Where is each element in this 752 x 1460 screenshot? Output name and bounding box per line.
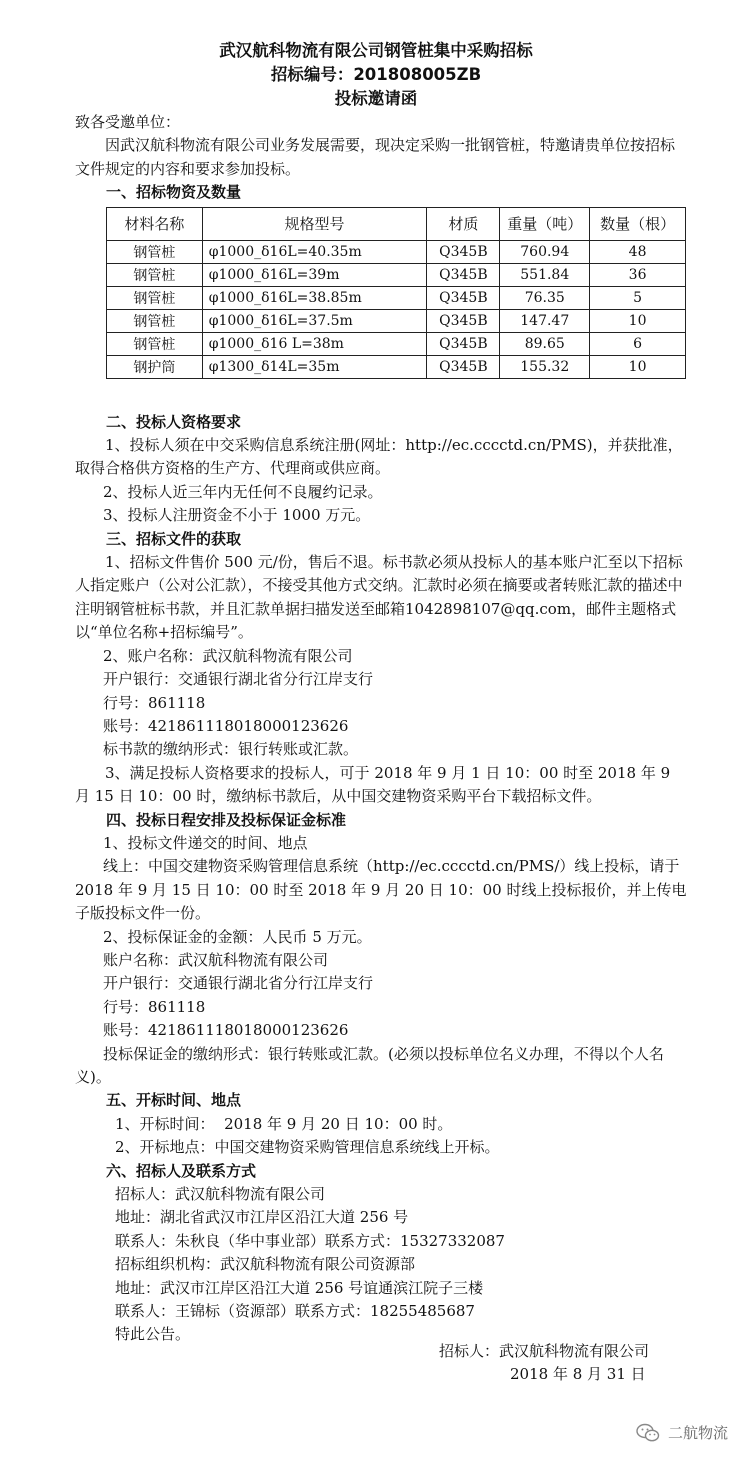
table-header: 数量（根） bbox=[590, 207, 686, 240]
intro-paragraph: 因武汉航科物流有限公司业务发展需要，现决定采购一批钢管桩，特邀请贵单位按招标文件规定的内容和要求参加投标。 bbox=[75, 136, 676, 178]
greeting: 致各受邀单位： bbox=[75, 113, 181, 131]
grade: Q345B bbox=[427, 263, 500, 286]
table-row bbox=[107, 240, 686, 263]
s4-account-name: 账户名称：武汉航科物流有限公司 bbox=[103, 950, 329, 969]
section-3-heading: 三、招标文件的获取 bbox=[106, 529, 242, 548]
wechat-icon bbox=[636, 1423, 660, 1443]
material-name: 钢管桩 bbox=[107, 240, 203, 263]
watermark-text: 二航物流 bbox=[667, 1424, 728, 1442]
s3-bank-code: 行号：861118 bbox=[103, 693, 206, 712]
material-name: 钢管桩 bbox=[107, 263, 203, 286]
materials-table-wrap bbox=[106, 207, 686, 379]
quantity: 10 bbox=[590, 309, 686, 332]
table-header: 重量（吨） bbox=[500, 207, 590, 240]
quantity: 10 bbox=[590, 355, 686, 378]
grade: Q345B bbox=[427, 355, 500, 378]
signature-tenderer: 招标人：武汉航科物流有限公司 bbox=[439, 1342, 650, 1360]
section-6-heading: 六、招标人及联系方式 bbox=[106, 1161, 257, 1180]
spec: φ1000_δ16 L=38m bbox=[202, 332, 427, 355]
material-name: 钢护筒 bbox=[107, 355, 203, 378]
section-spacer bbox=[0, 379, 752, 411]
s5-open-time: 1、开标时间： 2018 年 9 月 20 日 10：00 时。 bbox=[115, 1114, 453, 1133]
tender-number: 招标编号：201808005ZB bbox=[270, 65, 482, 84]
table-header-row bbox=[107, 207, 686, 240]
section-2-heading: 二、投标人资格要求 bbox=[106, 412, 242, 431]
grade: Q345B bbox=[427, 309, 500, 332]
spec: φ1000_δ16L=37.5m bbox=[202, 309, 427, 332]
materials-table bbox=[106, 207, 686, 379]
quantity: 5 bbox=[590, 286, 686, 309]
spec: φ1000_δ16L=39m bbox=[202, 263, 427, 286]
s4-line-1: 1、投标文件递交的时间、地点 bbox=[103, 833, 308, 852]
s3-account-name: 2、账户名称：武汉航科物流有限公司 bbox=[103, 646, 353, 665]
material-name: 钢管桩 bbox=[107, 309, 203, 332]
table-row bbox=[107, 263, 686, 286]
s4-paragraph-2: 投标保证金的缴纳形式：银行转账或汇款。(必须以投标单位名义办理，不得以个人名义)。 bbox=[75, 1044, 664, 1086]
signature-date: 2018 年 8 月 31 日 bbox=[510, 1365, 646, 1383]
doc-title: 武汉航科物流有限公司钢管桩集中采购招标 bbox=[219, 41, 533, 60]
grade: Q345B bbox=[427, 286, 500, 309]
s2-paragraph-1: 1、投标人须在中交采购信息系统注册(网址：http://ec.cccctd.cn/PMS)，并获批准，取得合格供方资格的生产方、代理商或供应商。 bbox=[75, 436, 683, 478]
s4-paragraph-1: 线上：中国交建物资采购管理信息系统（http://ec.cccctd.cn/PMS/）线上投标，请于 2018 年 9 月 15 日 10：00 时至 2018 年 9 月 20 日 10：00 时线上投标报价，并上传电子版投标文件一份。 bbox=[75, 857, 687, 923]
quantity: 6 bbox=[590, 332, 686, 355]
s5-open-place: 2、开标地点：中国交建物资采购管理信息系统线上开标。 bbox=[115, 1138, 500, 1157]
weight: 760.94 bbox=[500, 240, 590, 263]
s6-organizer: 招标组织机构：武汉航科物流有限公司资源部 bbox=[115, 1255, 416, 1274]
weight: 155.32 bbox=[500, 355, 590, 378]
grade: Q345B bbox=[427, 240, 500, 263]
section-1-heading: 一、招标物资及数量 bbox=[106, 183, 242, 202]
table-header: 材质 bbox=[427, 207, 500, 240]
s6-tenderer: 招标人：武汉航科物流有限公司 bbox=[115, 1185, 326, 1204]
s4-bank-code: 行号：861118 bbox=[103, 997, 206, 1016]
s3-paragraph-1: 1、招标文件售价 500 元/份，售后不退。标书款必须从投标人的基本账户汇至以下招标人指定账户（公对公汇款），不接受其他方式交纳。汇款时必须在摘要或者转账汇款的描述中注明钢管桩标书款，并且汇款单据扫描发送至邮箱1042898107@qq.com，邮件主题格式以“单位名称+招标编号”。 bbox=[75, 553, 683, 642]
s2-line-2: 2、投标人近三年内无任何不良履约记录。 bbox=[103, 482, 383, 501]
s3-bank: 开户银行：交通银行湖北省分行江岸支行 bbox=[103, 670, 374, 689]
table-header: 规格型号 bbox=[202, 207, 427, 240]
table-row bbox=[107, 332, 686, 355]
material-name: 钢管桩 bbox=[107, 286, 203, 309]
doc-subtitle: 投标邀请函 bbox=[334, 89, 418, 108]
s6-contact-2: 联系人：王锦标（资源部）联系方式：18255485687 bbox=[115, 1302, 475, 1321]
section-4-heading: 四、投标日程安排及投标保证金标准 bbox=[106, 810, 347, 829]
quantity: 36 bbox=[590, 263, 686, 286]
s4-deposit-amount: 2、投标保证金的金额：人民币 5 万元。 bbox=[103, 927, 372, 946]
quantity: 48 bbox=[590, 240, 686, 263]
table-row bbox=[107, 309, 686, 332]
s3-account-number: 账号：421861118018000123626 bbox=[103, 716, 349, 735]
spec: φ1300_δ14L=35m bbox=[202, 355, 427, 378]
table-header: 材料名称 bbox=[107, 207, 203, 240]
spec: φ1000_δ16L=40.35m bbox=[202, 240, 427, 263]
s4-bank: 开户银行：交通银行湖北省分行江岸支行 bbox=[103, 974, 374, 993]
s4-account-number: 账号：421861118018000123626 bbox=[103, 1021, 349, 1040]
grade: Q345B bbox=[427, 332, 500, 355]
s3-payment-method: 标书款的缴纳形式：银行转账或汇款。 bbox=[103, 740, 359, 759]
spec: φ1000_δ16L=38.85m bbox=[202, 286, 427, 309]
section-5-heading: 五、开标时间、地点 bbox=[106, 1091, 242, 1110]
s6-contact-1: 联系人：朱秋良（华中事业部）联系方式：15327332087 bbox=[115, 1231, 505, 1250]
table-row bbox=[107, 355, 686, 378]
material-name: 钢管桩 bbox=[107, 332, 203, 355]
weight: 147.47 bbox=[500, 309, 590, 332]
s6-address-1: 地址：湖北省武汉市江岸区沿江大道 256 号 bbox=[115, 1208, 409, 1227]
table-row bbox=[107, 286, 686, 309]
s6-address-2: 地址：武汉市江岸区沿江大道 256 号谊通滨江院子三楼 bbox=[115, 1278, 484, 1297]
watermark bbox=[636, 1422, 728, 1443]
s2-line-3: 3、投标人注册资金不小于 1000 万元。 bbox=[103, 506, 371, 525]
weight: 76.35 bbox=[500, 286, 590, 309]
weight: 89.65 bbox=[500, 332, 590, 355]
s6-closing: 特此公告。 bbox=[115, 1325, 191, 1344]
s3-paragraph-2: 3、满足投标人资格要求的投标人，可于 2018 年 9 月 1 日 10：00 时至 2018 年 9 月 15 日 10：00 时，缴纳标书款后，从中国交建物资采购平台下载招标文件。 bbox=[75, 763, 671, 806]
weight: 551.84 bbox=[500, 263, 590, 286]
